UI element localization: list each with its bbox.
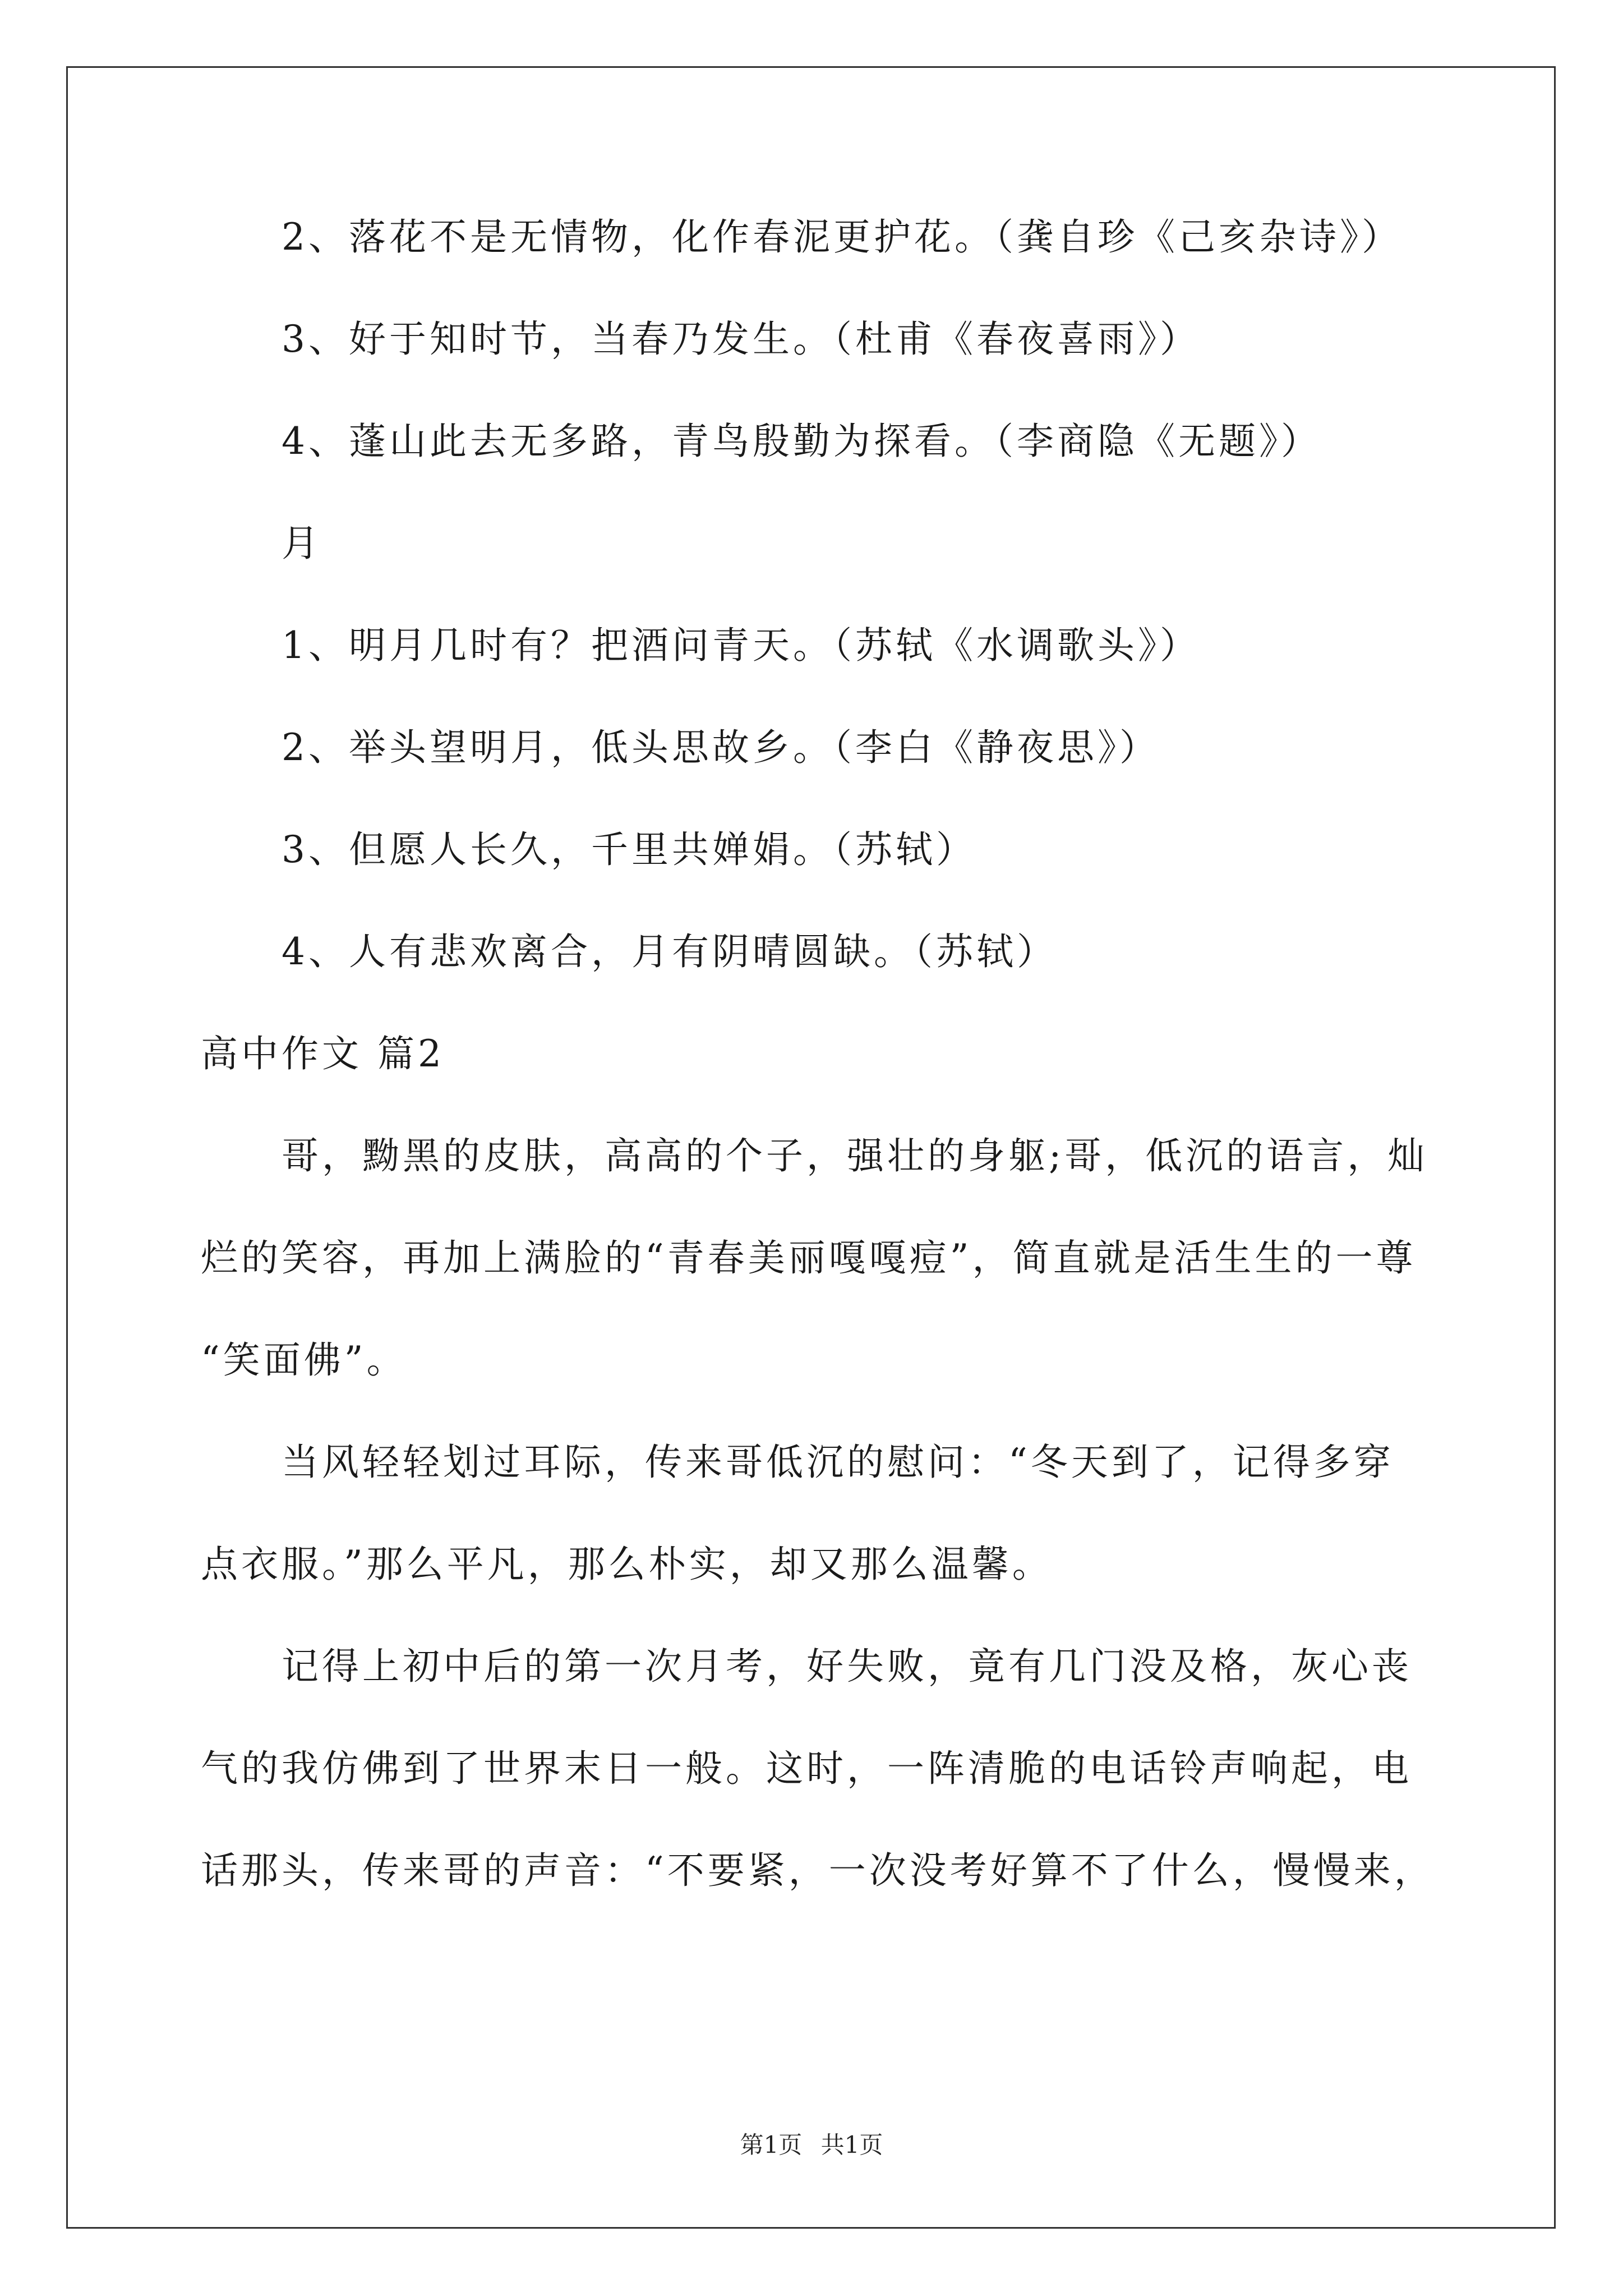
page-footer [0, 2129, 1623, 2161]
paragraph-line: 话那头，传来哥的声音：“不要紧，一次没考好算不了什么，慢慢来， [201, 1849, 1435, 1892]
poem-line: 4、人有悲欢离合，月有阴晴圆缺。（苏轼） [282, 930, 1057, 973]
paragraph-line: 当风轻轻划过耳际，传来哥低沉的慰问：“冬天到了，记得多穿 [282, 1441, 1394, 1484]
poem-line: 2、落花不是无情物，化作春泥更护花。（龚自珍《己亥杂诗》） [282, 215, 1402, 259]
poem-line: 3、但愿人长久，千里共婵娟。（苏轼） [282, 828, 976, 871]
paragraph-line: 气的我仿佛到了世界末日一般。这时，一阵清脆的电话铃声响起，电 [201, 1747, 1412, 1790]
poem-line: 1、明月几时有？把酒问青天。（苏轼《水调歌头》） [282, 624, 1200, 667]
paragraph-line: 记得上初中后的第一次月考，好失败，竟有几门没及格，灰心丧 [282, 1645, 1412, 1688]
page-total: 共1页 [820, 2131, 883, 2159]
paragraph-line: 点衣服。”那么平凡，那么朴实，却又那么温馨。 [201, 1543, 1053, 1586]
poem-line: 2、举头望明月，低头思故乡。（李白《静夜思》） [282, 726, 1160, 769]
paragraph-line: 哥，黝黑的皮肤，高高的个子，强壮的身躯;哥，低沉的语言，灿 [282, 1134, 1428, 1177]
poem-line: 4、蓬山此去无多路，青鸟殷勤为探看。（李商隐《无题》） [282, 420, 1321, 463]
page-number: 第1页 [740, 2131, 803, 2159]
paragraph-line: “笑面佛”。 [201, 1338, 407, 1382]
essay-title: 高中作文 篇2 [201, 1032, 445, 1075]
paragraph-line: 烂的笑容，再加上满脸的“青春美丽嘎嘎痘”，简直就是活生生的一尊 [201, 1236, 1417, 1280]
section-heading-moon: 月 [282, 522, 322, 565]
poem-line: 3、好于知时节，当春乃发生。（杜甫《春夜喜雨》） [282, 318, 1200, 361]
